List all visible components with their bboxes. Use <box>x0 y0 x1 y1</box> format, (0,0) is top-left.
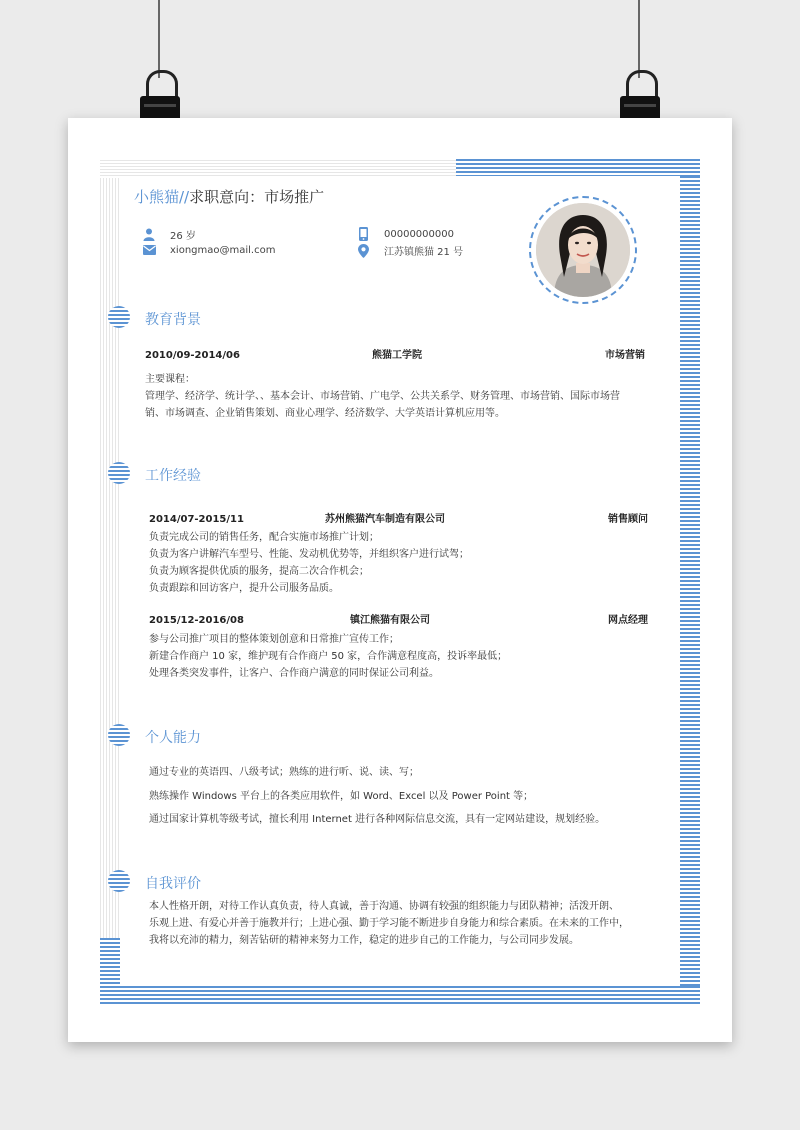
candidate-name: 小熊猫// <box>134 188 190 206</box>
left-gray-border <box>100 160 120 938</box>
education-school: 熊猫工学院 <box>372 350 422 361</box>
hanging-string-left <box>158 0 160 78</box>
courses-line: 销、市场调查、企业销售策划、商业心理学、经济数学、大学英语计算机应用等。 <box>145 408 505 419</box>
self-eval-title: 自我评价 <box>145 876 201 892</box>
phone-row <box>356 227 454 241</box>
job-position: 网点经理 <box>608 615 648 626</box>
job-duty: 新建合作商户 10 家，维护现有合作商户 50 家，合作满意程度高，投诉率最低； <box>149 651 508 662</box>
skill-item: 通过专业的英语四、八级考试；熟练的进行听、说、读、写； <box>149 767 419 778</box>
job-objective: 求职意向：市场推广 <box>189 188 325 206</box>
email-row <box>142 243 275 257</box>
job-period: 2015/12-2016/08 <box>149 615 244 626</box>
self-eval-text <box>149 898 629 949</box>
mobile-phone-icon <box>356 227 370 241</box>
courses-label: 主要课程： <box>145 374 195 385</box>
job-duties <box>149 631 507 682</box>
self-eval-line: 本人性格开朗，对待工作认真负责，待人真诚，善于沟通、协调有较强的组织能力与团队精神；活泼开朗、 <box>149 901 619 912</box>
job-company: 镇江熊猫有限公司 <box>350 615 430 626</box>
self-eval-line: 我将以充沛的精力，刻苦钻研的精神来努力工作，稳定的进步自己的工作能力，与公司同步发展。 <box>149 935 579 946</box>
mail-icon <box>142 243 156 257</box>
skill-item: 通过国家计算机等级考试，擅长利用 Internet 进行各种网际信息交流，具有一定网站建设，规划经验。 <box>149 814 606 825</box>
courses-line: 管理学、经济学、统计学、、基本会计、市场营销、广电学、公共关系学、财务管理、市场营销、国际市场营 <box>145 391 620 402</box>
hanging-string-right <box>638 0 640 78</box>
section-marker-icon <box>108 870 130 892</box>
top-right-blue-band <box>456 159 700 176</box>
education-major: 市场营销 <box>605 350 645 361</box>
job-duty: 负责为客户讲解汽车型号、性能、发动机优势等，并组织客户进行试驾； <box>149 549 469 560</box>
job-duty: 参与公司推广项目的整体策划创意和日常推广宣传工作； <box>149 634 399 645</box>
job-duty: 负责跟踪和回访客户，提升公司服务品质。 <box>149 583 339 594</box>
job-company: 苏州熊猫汽车制造有限公司 <box>325 514 445 525</box>
job-duty: 负责完成公司的销售任务，配合实施市场推广计划； <box>149 532 379 543</box>
profile-photo <box>536 203 630 297</box>
bottom-left-blue-band <box>100 986 456 1004</box>
courses-list <box>145 388 620 422</box>
location-pin-icon <box>356 244 370 258</box>
bottom-right-blue-band <box>456 986 700 1004</box>
education-period: 2010/09-2014/06 <box>145 350 240 361</box>
name-and-objective <box>134 186 324 207</box>
address-value: 江苏镇熊猫 21 号 <box>384 247 464 258</box>
education-title: 教育背景 <box>145 312 201 328</box>
skill-item: 熟练操作 Windows 平台上的各类应用软件，如 Word、Excel 以及 Power Point 等； <box>149 791 534 802</box>
self-eval-line: 乐观上进、有爱心并善于施教并行；上进心强、勤于学习能不断进步自身能力和综合素质。在未来的工作中， <box>149 918 629 929</box>
job-position: 销售顾问 <box>608 514 648 525</box>
job-duty: 处理各类突发事件，让客户、合作商户满意的同时保证公司利益。 <box>149 668 439 679</box>
age-value: 26 岁 <box>170 231 196 242</box>
address-row <box>356 243 463 258</box>
job-period: 2014/07-2015/11 <box>149 514 244 525</box>
job-duty: 负责为顾客提供优质的服务，提高二次合作机会； <box>149 566 369 577</box>
phone-value: 00000000000 <box>384 228 454 240</box>
skills-title: 个人能力 <box>145 730 201 746</box>
top-gray-border <box>100 160 456 178</box>
age-row <box>142 227 196 242</box>
section-marker-icon <box>108 306 130 328</box>
section-marker-icon <box>108 724 130 746</box>
right-blue-border <box>680 176 700 1004</box>
work-title: 工作经验 <box>145 468 201 484</box>
section-marker-icon <box>108 462 130 484</box>
email-value[interactable]: xiongmao@mail.com <box>170 244 276 256</box>
profile-photo-frame <box>529 196 637 304</box>
job-duties <box>149 529 469 597</box>
person-icon <box>142 228 156 242</box>
